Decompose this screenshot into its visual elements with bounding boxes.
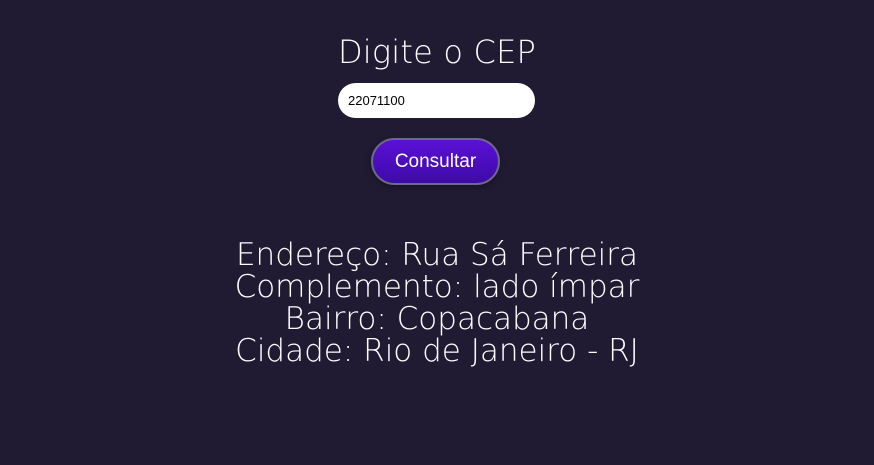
page-title: Digite o CEP [337, 33, 537, 71]
complement-line: Complemento: lado ímpar [234, 269, 640, 305]
cep-input[interactable] [338, 83, 535, 118]
address-result [0, 239, 874, 367]
neighborhood-line: Bairro: Copacabana [284, 301, 590, 337]
city-line: Cidade: Rio de Janeiro - RJ [235, 333, 639, 369]
address-line: Endereço: Rua Sá Ferreira [235, 237, 639, 273]
consult-button[interactable]: Consultar [371, 138, 500, 185]
